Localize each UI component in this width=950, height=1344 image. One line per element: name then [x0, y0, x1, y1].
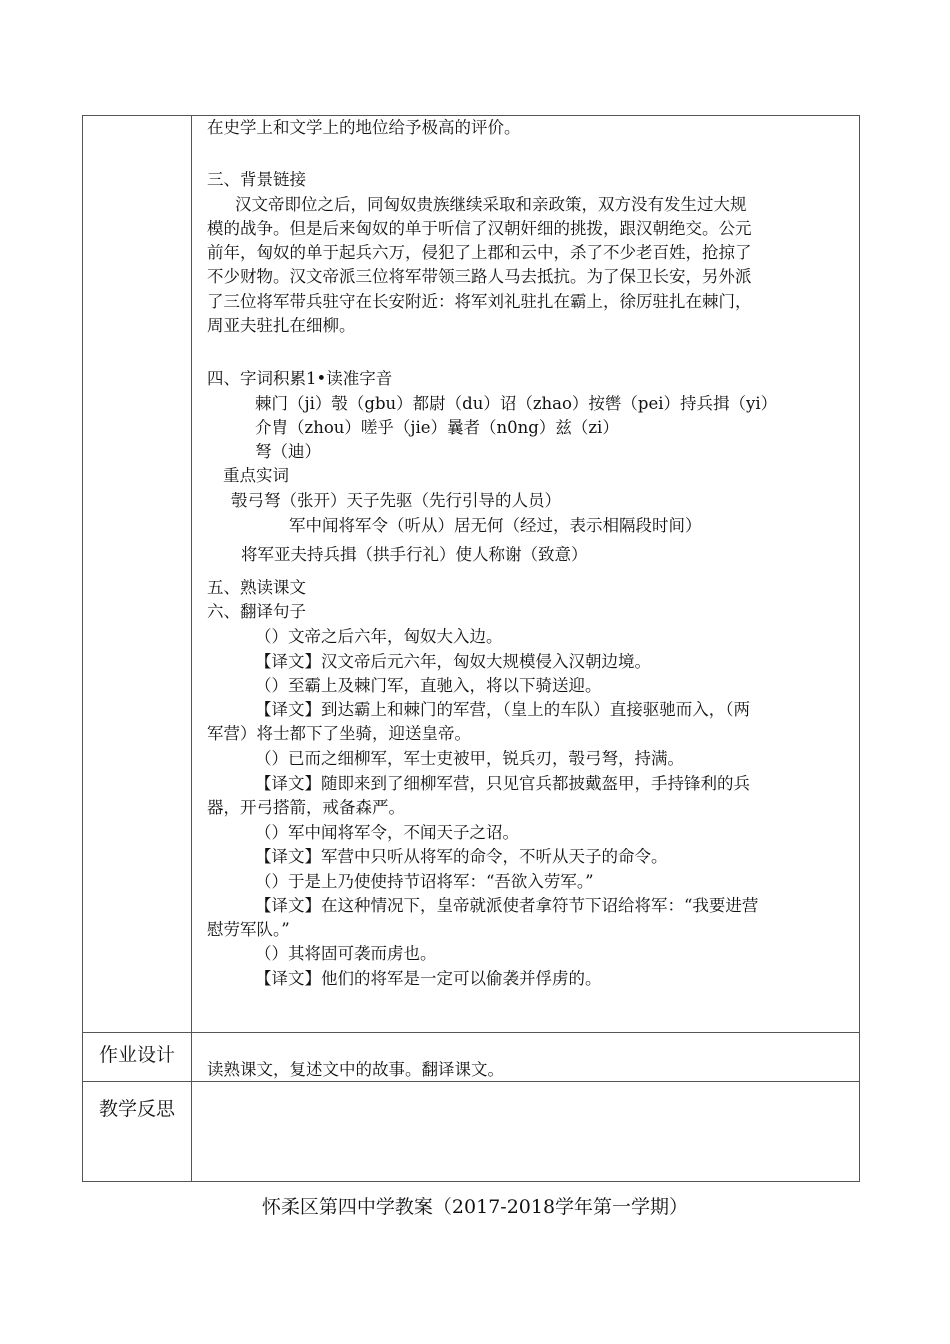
- content-line: 模的战争。但是后来匈奴的单于听信了汉朝奸细的挑拨，跟汉朝绝交。公元: [207, 219, 752, 238]
- content-line: 【译文】在这种情况下，皇帝就派使者拿符节下诏给将军：“我要进营: [255, 896, 759, 915]
- content-line: （）于是上乃使使持节诏将军：“吾欲入劳军。”: [255, 872, 594, 891]
- content-line: 彀弓弩（张开）天子先驱（先行引导的人员）: [231, 491, 561, 510]
- content-line: 周亚夫驻扎在细柳。: [207, 316, 356, 335]
- content-line: 五、熟读课文: [207, 578, 306, 597]
- content-line: 在史学上和文学上的地位给予极高的评价。: [207, 118, 521, 137]
- content-line: 【译文】他们的将军是一定可以偷袭并俘虏的。: [255, 969, 602, 988]
- content-line: 介胄（zhou）嗟乎（jie）曩者（n0ng）兹（zi）: [255, 418, 619, 437]
- page-footer: 怀柔区第四中学教案（2017-2018学年第一学期）: [261, 1196, 689, 1218]
- content-line: 六、翻译句子: [207, 602, 306, 621]
- content-line: 棘门（ji）彀（gbu）都尉（du）诏（zhao）按辔（pei）持兵揖（yi）: [255, 394, 778, 413]
- content-line: 慰劳军队。”: [207, 920, 290, 939]
- content-line: 前年，匈奴的单于起兵六万，侵犯了上郡和云中，杀了不少老百姓，抢掠了: [207, 243, 752, 262]
- content-line: 【译文】随即来到了细柳军营，只见官兵都披戴盔甲，手持锋利的兵: [255, 774, 750, 793]
- content-line: 【译文】汉文帝后元六年，匈奴大规模侵入汉朝边境。: [255, 652, 651, 671]
- content-line: 军营）将士都下了坐骑，迎送皇帝。: [207, 724, 471, 743]
- content-line: 汉文帝即位之后，同匈奴贵族继续采取和亲政策，双方没有发生过大规: [235, 195, 747, 214]
- content-line: 重点实词: [223, 466, 289, 485]
- content-line: 不少财物。汉文帝派三位将军带领三路人马去抵抗。为了保卫长安，另外派: [207, 267, 752, 286]
- content-line: （）文帝之后六年，匈奴大入边。: [255, 627, 503, 646]
- homework-label: 作业设计: [98, 1044, 175, 1066]
- content-line: 【译文】到达霸上和棘门的军营，（皇上的车队）直接驱驰而入，（两: [255, 700, 750, 719]
- content-line: 弩（迪）: [255, 442, 321, 461]
- content-line: 军中闻将军令（听从）居无何（经过，表示相隔段时间）: [289, 516, 702, 535]
- content-line: 了三位将军带兵驻守在长安附近：将军刘礼驻扎在霸上，徐厉驻扎在棘门，: [207, 292, 752, 311]
- content-line: 三、背景链接: [207, 170, 306, 189]
- content-line: 四、字词积累1•读准字音: [207, 369, 393, 388]
- content-line: 将军亚夫持兵揖（拱手行礼）使人称谢（致意）: [241, 545, 588, 564]
- content-line: 【译文】军营中只听从将军的命令，不听从天子的命令。: [255, 847, 668, 866]
- content-line: （）至霸上及棘门军，直驰入，将以下骑送迎。: [255, 676, 602, 695]
- content-line: （）军中闻将军令，不闻天子之诏。: [255, 823, 519, 842]
- reflection-label: 教学反思: [98, 1098, 175, 1120]
- homework-text: 读熟课文，复述文中的故事。翻译课文。: [207, 1060, 504, 1079]
- content-line: （）已而之细柳军，军士吏被甲，锐兵刃，彀弓弩，持满。: [255, 749, 684, 768]
- lesson-table: [82, 115, 860, 1182]
- row-divider: [83, 1032, 859, 1033]
- content-line: 器，开弓搭箭，戒备森严。: [207, 798, 405, 817]
- column-divider: [191, 116, 192, 1181]
- content-line: （）其将固可袭而虏也。: [255, 944, 437, 963]
